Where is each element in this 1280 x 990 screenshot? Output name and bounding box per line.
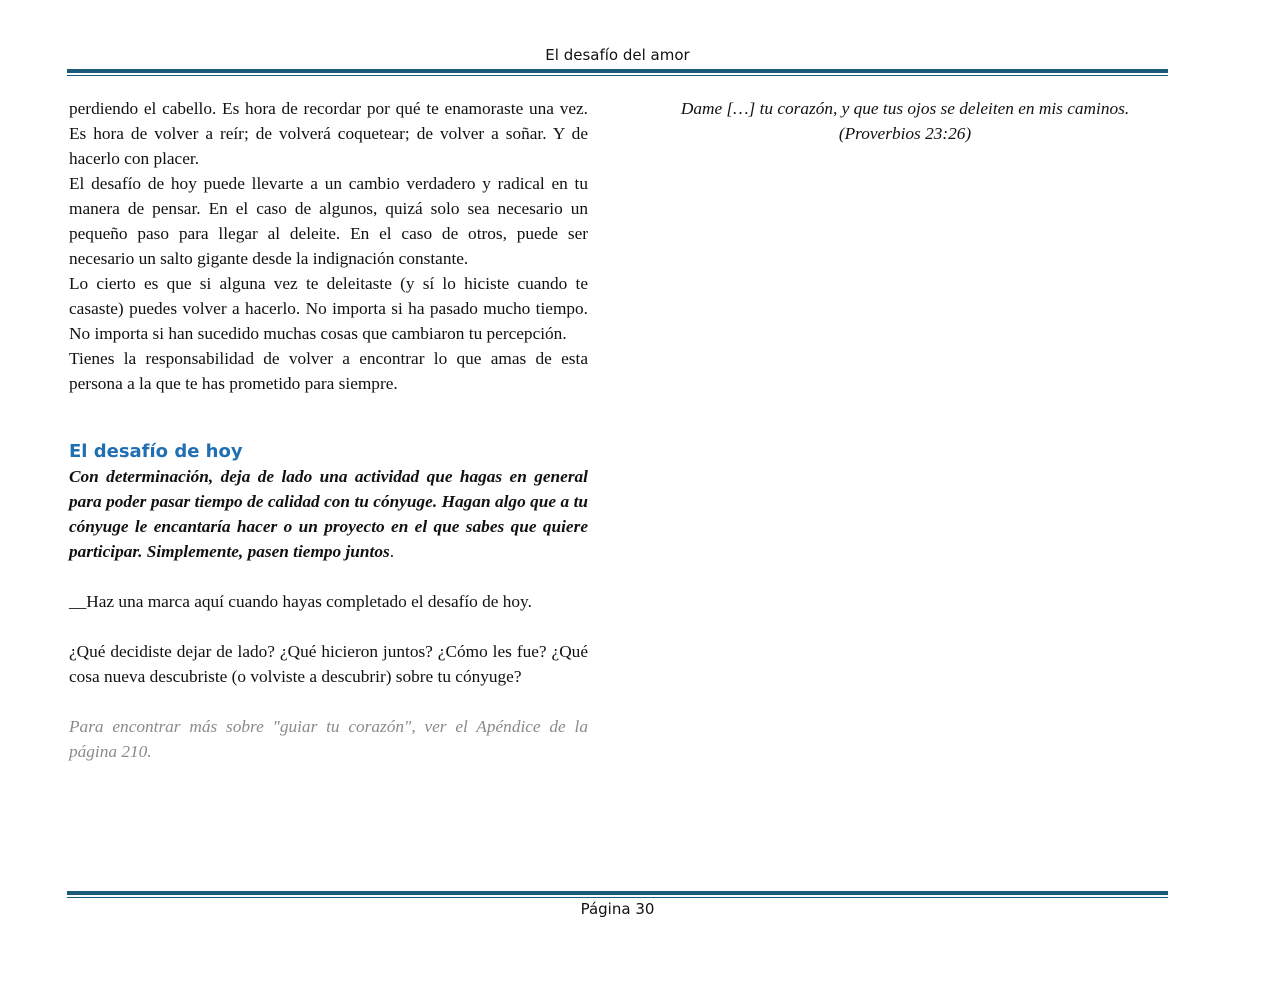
footer-rule-thick — [67, 891, 1168, 895]
spacer — [69, 614, 588, 639]
appendix-note: Para encontrar más sobre "guiar tu corazón", ver el Apéndice de la página 210. — [69, 717, 588, 761]
body-paragraph-2: El desafío de hoy puede llevarte a un cambio verdadero y radical en tu manera de pensar. En el caso de algunos, quizá solo sea necesario un pequeño paso para llegar al deleite. En el caso de otros, puede ser necesario un salto gigante desde la indignación constante. — [69, 174, 588, 268]
footer-rule-thin — [67, 897, 1168, 898]
header-rule-thick — [67, 69, 1168, 73]
spacer — [69, 564, 588, 589]
body-paragraph-4: Tienes la responsabilidad de volver a encontrar lo que amas de esta persona a la que te has prometido para siempre. — [69, 349, 588, 393]
header-rule-thin — [67, 75, 1168, 76]
challenge-text-end: . — [389, 542, 395, 561]
spacer — [69, 689, 588, 714]
header-rule — [67, 69, 1168, 76]
quote-column — [640, 96, 1170, 146]
section-spacer — [69, 396, 588, 440]
scripture-reference: (Proverbios 23:26) — [838, 124, 972, 143]
challenge-text: Con determinación, deja de lado una actividad que hagas en general para poder pasar tiempo de calidad con tu cónyuge. Hagan algo que a tu cónyuge le encantaría hacer o un proyecto en el que sabes que quiere participar. Simplemente, pasen tiempo juntos — [69, 467, 588, 561]
challenge-heading: El desafío de hoy — [69, 441, 243, 462]
body-paragraph-1: perdiendo el cabello. Es hora de recordar por qué te enamoraste una vez. Es hora de volver a reír; de volverá coquetear; de volver a soñar. Y de hacerlo con placer. — [69, 99, 588, 168]
reflection-questions: ¿Qué decidiste dejar de lado? ¿Qué hicieron juntos? ¿Cómo les fue? ¿Qué cosa nueva descubriste (o volviste a descubrir) sobre tu cónyuge? — [69, 642, 588, 686]
page-number: Página 30 — [580, 900, 655, 918]
running-header: El desafío del amor — [545, 46, 690, 64]
scripture-quote: Dame […] tu corazón, y que tus ojos se deleiten en mis caminos. — [680, 99, 1130, 118]
completion-checkbox-line[interactable]: __Haz una marca aquí cuando hayas completado el desafío de hoy. — [69, 592, 532, 611]
footer-rule — [67, 891, 1168, 898]
challenge-paragraph — [69, 464, 588, 564]
body-paragraph-3: Lo cierto es que si alguna vez te deleitaste (y sí lo hiciste cuando te casaste) puedes volver a hacerlo. No importa si ha pasado mucho tiempo. No importa si han sucedido muchas cosas que cambiaron tu percepción. — [69, 274, 588, 343]
main-column — [69, 96, 588, 764]
